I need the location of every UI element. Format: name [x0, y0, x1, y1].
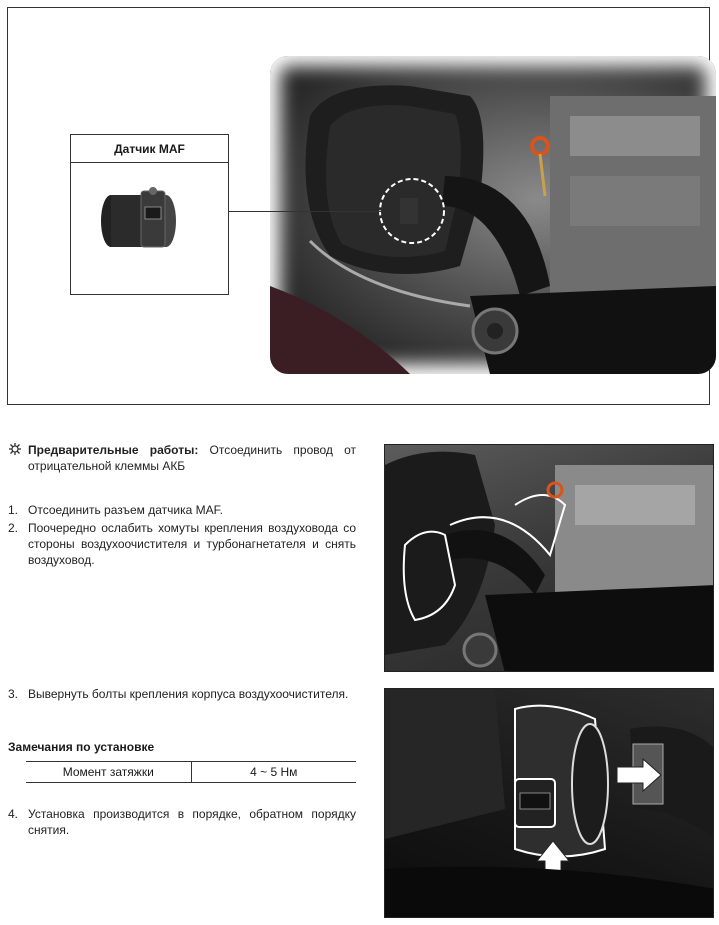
step-text: Установка производится в порядке, обратном порядку снятия. [28, 807, 356, 837]
prework-label: Предварительные работы: [28, 443, 199, 457]
top-figure-frame [7, 7, 710, 405]
step-4 [8, 806, 356, 838]
maf-sensor-illustration [71, 135, 230, 296]
maf-sensor-callout [70, 134, 229, 295]
step-2 [8, 520, 356, 568]
step-1 [8, 502, 356, 518]
step-number: 4. [8, 807, 19, 821]
step-text: Поочередно ослабить хомуты крепления воздуховода со стороны воздухоочистителя и турбонагнетателя и снять воздуховод. [28, 521, 356, 567]
callout-leader-line [229, 211, 381, 212]
torque-label: Момент затяжки [62, 765, 154, 779]
torque-value: 4 ~ 5 Нм [191, 762, 357, 782]
step-number: 2. [8, 521, 19, 535]
torque-table [26, 761, 356, 783]
install-notes-heading: Замечания по установке [8, 740, 155, 754]
step-number: 3. [8, 687, 19, 701]
step-text: Вывернуть болты крепления корпуса воздухоочистителя. [28, 687, 349, 701]
prework-note [8, 442, 356, 474]
engine-bay-photo [270, 56, 716, 374]
callout-title: Датчик MAF [71, 135, 228, 163]
prework-text: Отсоединить провод от отрицательной клеммы АКБ [28, 443, 356, 473]
maf-removal-photo [384, 688, 714, 918]
step-3 [8, 686, 356, 702]
step-number: 1. [8, 503, 19, 517]
step-text: Отсоединить разъем датчика MAF. [28, 503, 223, 517]
air-duct-photo [384, 444, 714, 672]
